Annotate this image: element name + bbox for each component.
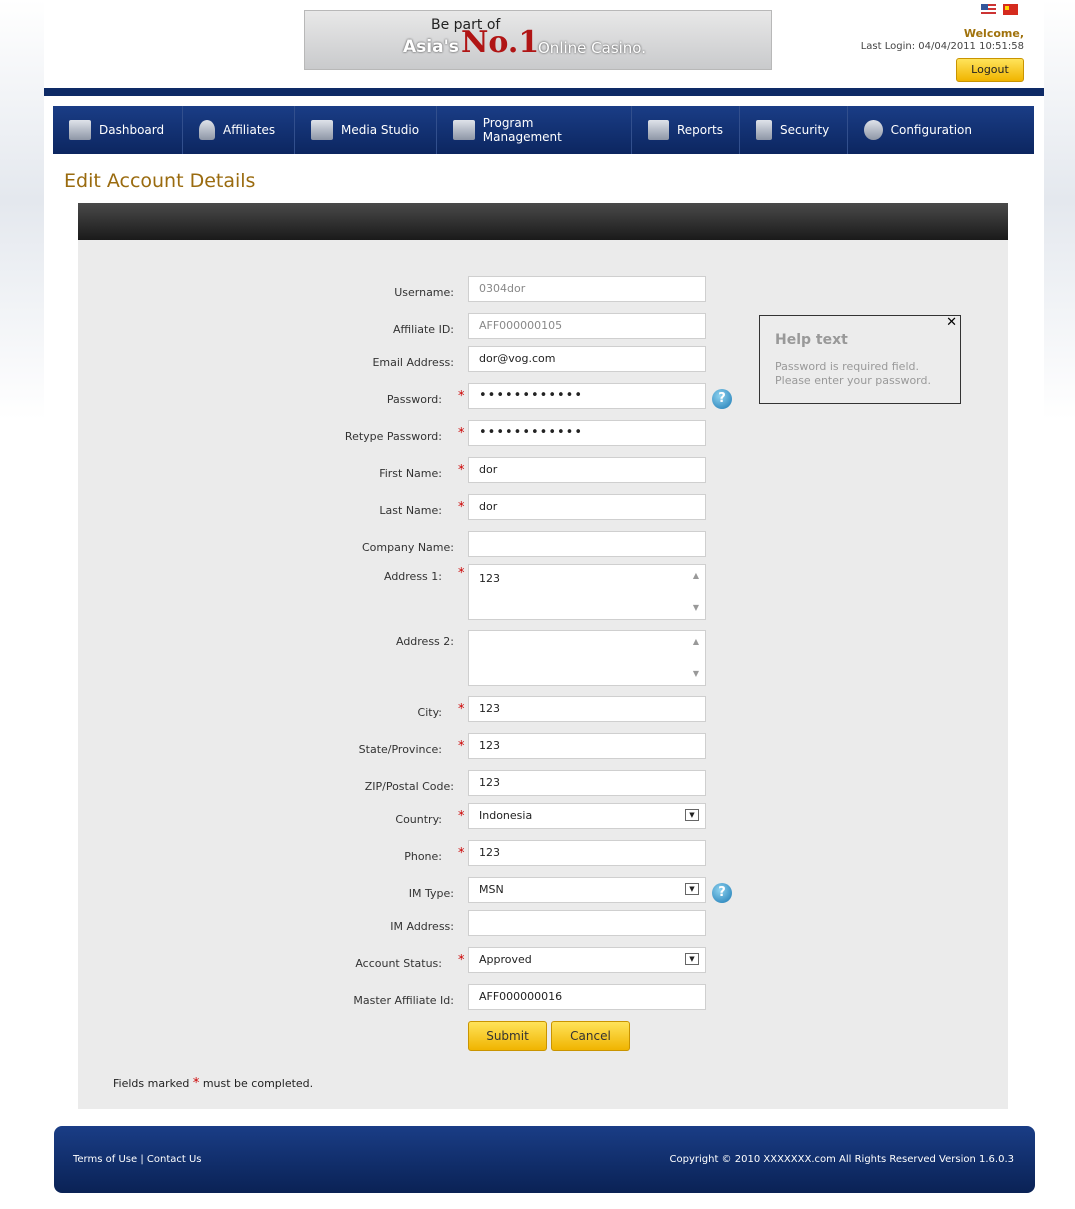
username-label: Username: xyxy=(394,286,454,299)
password-help-icon[interactable]: ? xyxy=(712,389,732,409)
nav-security[interactable] xyxy=(740,106,848,154)
nav-media-studio[interactable] xyxy=(295,106,437,154)
nav-dashboard[interactable] xyxy=(53,106,183,154)
program-icon xyxy=(453,120,475,140)
us-flag-icon[interactable] xyxy=(981,4,996,15)
clapperboard-icon xyxy=(311,120,333,140)
nav-reports-label: Reports xyxy=(676,123,723,137)
affiliate-id-label: Affiliate ID: xyxy=(392,323,454,336)
password-label: Password: xyxy=(386,393,442,406)
logout-button[interactable]: Logout xyxy=(956,58,1024,82)
company-name-label: Company Name: xyxy=(362,541,454,554)
address2-label: Address 2: xyxy=(395,635,454,648)
page-container xyxy=(44,0,1044,1209)
nav-program-management[interactable] xyxy=(437,106,632,154)
footer-separator: | xyxy=(140,1154,144,1165)
dashboard-icon xyxy=(69,120,91,140)
help-text-box xyxy=(759,315,961,404)
required-mark: * xyxy=(458,953,465,968)
gear-icon xyxy=(864,120,883,140)
phone-label: Phone: xyxy=(404,850,442,863)
banner-line3: Online Casino. xyxy=(538,39,646,57)
city-label: City: xyxy=(417,706,442,719)
username-field: 0304dor xyxy=(468,276,706,302)
nav-configuration-label: Configuration xyxy=(890,123,972,137)
required-mark: * xyxy=(458,846,465,861)
required-mark: * xyxy=(458,426,465,441)
phone-field[interactable]: 123 xyxy=(468,840,706,866)
required-mark: * xyxy=(458,739,465,754)
im-type-select[interactable] xyxy=(468,877,706,903)
chevron-down-icon[interactable]: ▼ xyxy=(685,953,699,965)
email-field[interactable]: dor@vog.com xyxy=(468,346,706,372)
im-type-help-icon[interactable]: ? xyxy=(712,883,732,903)
im-type-label: IM Type: xyxy=(408,887,454,900)
country-label: Country: xyxy=(395,813,442,826)
account-status-value: Approved xyxy=(479,953,532,966)
company-name-field[interactable] xyxy=(468,531,706,557)
nav-affiliates-label: Affiliates xyxy=(223,123,276,137)
report-icon xyxy=(648,120,669,140)
cancel-button[interactable]: Cancel xyxy=(551,1021,630,1051)
nav-dashboard-label: Dashboard xyxy=(99,123,165,137)
city-field[interactable]: 123 xyxy=(468,696,706,722)
panel-header xyxy=(78,203,1008,240)
chevron-down-icon[interactable]: ▼ xyxy=(685,809,699,821)
password-field[interactable]: •••••••••••• xyxy=(468,383,706,409)
state-field[interactable]: 123 xyxy=(468,733,706,759)
last-name-label: Last Name: xyxy=(379,504,442,517)
im-address-field[interactable] xyxy=(468,910,706,936)
contact-link[interactable]: Contact Us xyxy=(146,1154,202,1165)
note-suffix: must be completed. xyxy=(202,1077,314,1090)
country-select[interactable] xyxy=(468,803,706,829)
state-label: State/Province: xyxy=(358,743,442,756)
close-icon[interactable]: ✕ xyxy=(946,315,957,330)
zip-field[interactable]: 123 xyxy=(468,770,706,796)
last-name-field[interactable]: dor xyxy=(468,494,706,520)
submit-button[interactable]: Submit xyxy=(468,1021,547,1051)
help-body: Password is required field. Please enter your password. xyxy=(775,360,931,387)
last-login xyxy=(861,41,1024,52)
banner-highlight: No.1 xyxy=(461,25,540,60)
header-divider xyxy=(44,88,1044,96)
banner-line2: Asia's xyxy=(403,37,459,57)
required-mark: * xyxy=(458,463,465,478)
address1-value: 123 xyxy=(479,572,500,585)
first-name-label: First Name: xyxy=(379,467,442,480)
retype-password-label: Retype Password: xyxy=(344,430,442,443)
address2-scrollbar[interactable]: ▲ ▼ xyxy=(692,637,700,678)
required-mark: * xyxy=(458,389,465,404)
nav-program-management-label: Program Management xyxy=(482,116,562,144)
note-prefix: Fields marked xyxy=(113,1077,190,1090)
retype-password-field[interactable]: •••••••••••• xyxy=(468,420,706,446)
required-note xyxy=(113,1076,313,1091)
welcome-text: Welcome, xyxy=(963,27,1024,40)
copyright: Copyright © 2010 XXXXXXX.com All Rights Reserved Version 1.6.0.3 xyxy=(669,1154,1014,1165)
nav-affiliates[interactable] xyxy=(183,106,295,154)
language-flags xyxy=(977,4,1019,17)
im-address-label: IM Address: xyxy=(390,920,454,933)
china-flag-icon[interactable] xyxy=(1003,4,1018,15)
nav-configuration[interactable] xyxy=(848,106,988,154)
footer xyxy=(54,1126,1035,1193)
main-nav xyxy=(53,106,1034,154)
email-label: Email Address: xyxy=(372,356,454,369)
person-icon xyxy=(199,120,215,140)
account-status-select[interactable] xyxy=(468,947,706,973)
last-login-label: Last Login: xyxy=(860,41,916,52)
country-value: Indonesia xyxy=(479,809,533,822)
chevron-down-icon[interactable]: ▼ xyxy=(685,883,699,895)
affiliate-id-field: AFF000000105 xyxy=(468,313,706,339)
required-mark: * xyxy=(458,809,465,824)
nav-reports[interactable] xyxy=(632,106,740,154)
banner-line1: Be part of xyxy=(431,17,501,33)
im-type-value: MSN xyxy=(479,883,504,896)
account-status-label: Account Status: xyxy=(355,957,442,970)
first-name-field[interactable]: dor xyxy=(468,457,706,483)
address1-label: Address 1: xyxy=(383,570,442,583)
nav-security-label: Security xyxy=(780,123,830,137)
required-mark: * xyxy=(458,702,465,717)
lock-icon xyxy=(756,120,772,140)
master-affiliate-field[interactable]: AFF000000016 xyxy=(468,984,706,1010)
terms-link[interactable]: Terms of Use xyxy=(73,1154,138,1165)
required-mark: * xyxy=(192,1076,200,1091)
last-login-value: 04/04/2011 10:51:58 xyxy=(918,41,1024,52)
help-title: Help text xyxy=(775,332,848,348)
address2-textarea[interactable] xyxy=(468,630,706,686)
address1-textarea[interactable] xyxy=(468,564,706,620)
casino-banner[interactable] xyxy=(304,10,772,70)
zip-label: ZIP/Postal Code: xyxy=(364,780,454,793)
address1-scrollbar[interactable]: ▲ ▼ xyxy=(692,571,700,612)
required-mark: * xyxy=(458,500,465,515)
required-mark: * xyxy=(458,566,465,581)
master-affiliate-label: Master Affiliate Id: xyxy=(353,994,454,1007)
form-panel xyxy=(78,203,1008,1109)
footer-links xyxy=(73,1154,202,1165)
nav-media-studio-label: Media Studio xyxy=(341,123,420,137)
page-title: Edit Account Details xyxy=(64,170,256,192)
